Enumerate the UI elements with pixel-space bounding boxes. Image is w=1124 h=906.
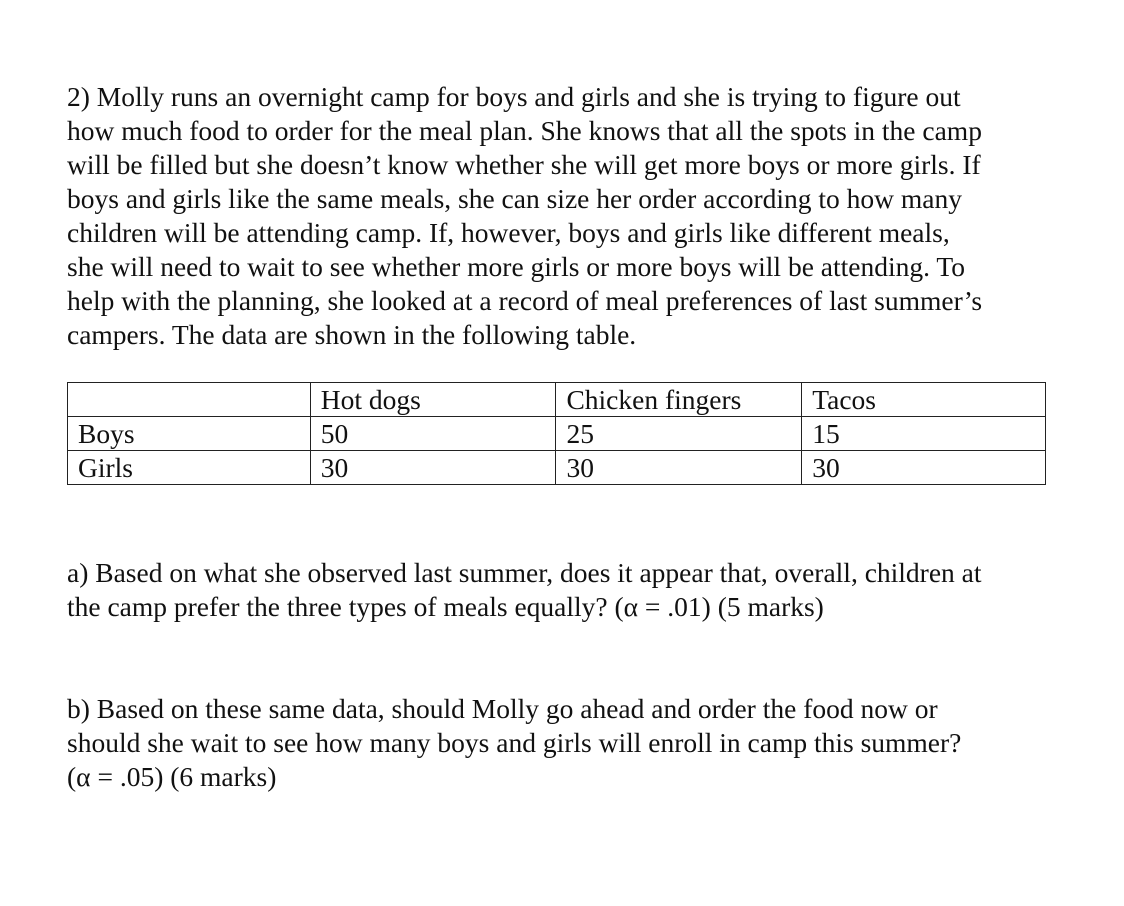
question-a-line: the camp prefer the three types of meals equally? (α = .01) (5 marks) [67, 591, 824, 622]
problem-statement-line: boys and girls like the same meals, she can size her order according to how many [67, 183, 962, 214]
table-cell: 50 [310, 417, 556, 451]
table-cell: 30 [310, 451, 556, 485]
problem-statement-line: will be filled but she doesn’t know whether she will get more boys or more girls. If [67, 149, 981, 180]
table-cell: 25 [556, 417, 802, 451]
table-header-cell: Hot dogs [310, 383, 556, 417]
table-header-row [68, 383, 1046, 417]
table-header-cell: Chicken fingers [556, 383, 802, 417]
meal-preference-table [67, 382, 1046, 485]
table-header-cell [68, 383, 311, 417]
table-cell: 30 [802, 451, 1046, 485]
table-cell: 30 [556, 451, 802, 485]
table-row-label: Girls [68, 451, 311, 485]
problem-statement-line: children will be attending camp. If, however, boys and girls like different meals, [67, 217, 950, 248]
problem-statement-line: help with the planning, she looked at a record of meal preferences of last summer’s [67, 285, 983, 316]
table-row [68, 451, 1046, 485]
question-b [67, 692, 961, 794]
table-cell: 15 [802, 417, 1046, 451]
problem-statement-line: campers. The data are shown in the following table. [67, 319, 637, 350]
table-row-label: Boys [68, 417, 311, 451]
question-a-line: a) Based on what she observed last summer, does it appear that, overall, children at [67, 557, 982, 588]
question-b-line: b) Based on these same data, should Molly go ahead and order the food now or [67, 693, 938, 724]
question-a [67, 556, 982, 624]
problem-statement [67, 80, 982, 352]
table-row [68, 417, 1046, 451]
problem-statement-line: she will need to wait to see whether more girls or more boys will be attending. To [67, 251, 965, 282]
problem-statement-line: 2) Molly runs an overnight camp for boys and girls and she is trying to figure out [67, 81, 961, 112]
problem-statement-line: how much food to order for the meal plan. She knows that all the spots in the camp [67, 115, 982, 146]
question-b-line: (α = .05) (6 marks) [67, 761, 277, 792]
table-header-cell: Tacos [802, 383, 1046, 417]
question-b-line: should she wait to see how many boys and girls will enroll in camp this summer? [67, 727, 962, 758]
